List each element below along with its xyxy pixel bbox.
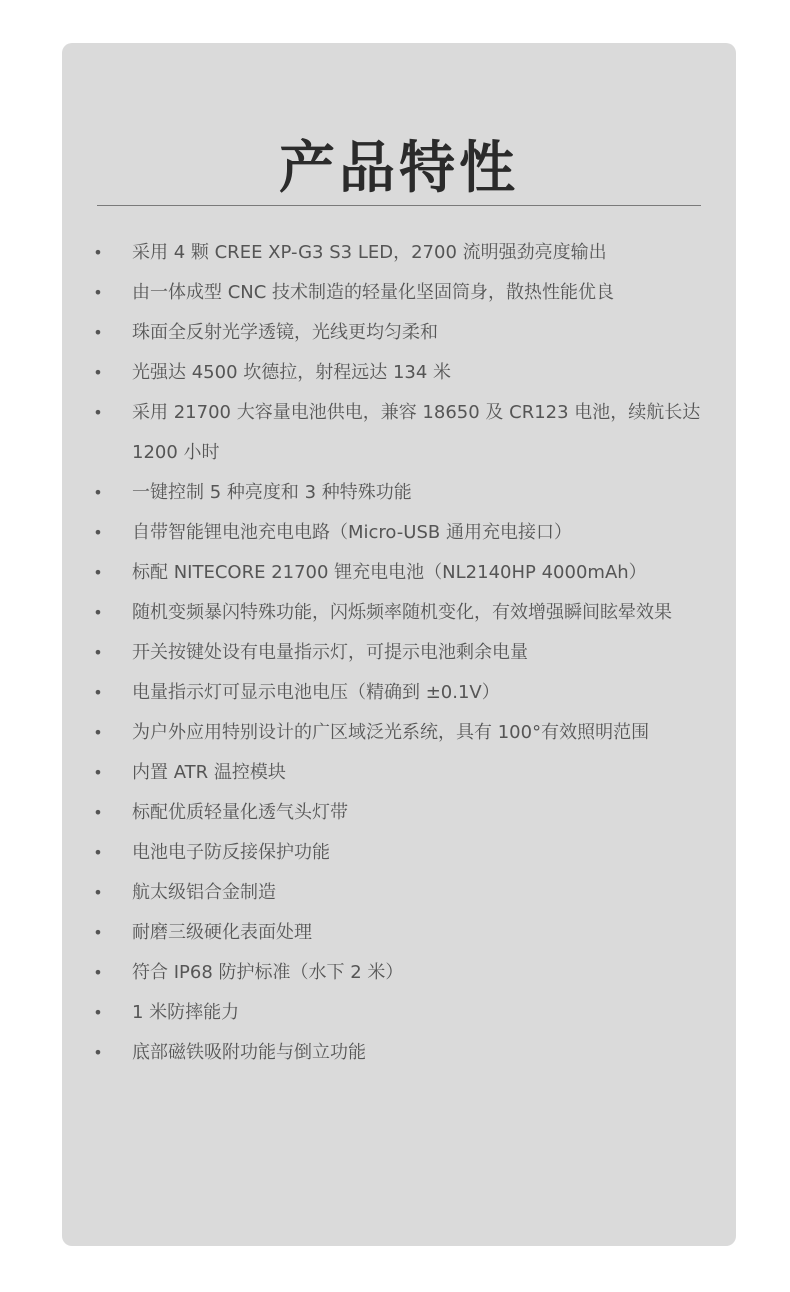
bullet-icon: • — [93, 243, 103, 262]
page-title: 产品特性 — [279, 136, 519, 201]
bullet-icon: • — [93, 403, 103, 422]
feature-item — [92, 233, 707, 273]
bullet-icon: • — [93, 803, 103, 822]
feature-text: 电池电子防反接保护功能 — [132, 842, 330, 863]
feature-text: 采用 4 颗 CREE XP-G3 S3 LED，2700 流明强劲亮度输出 — [132, 242, 607, 263]
feature-item — [92, 753, 707, 793]
feature-item — [92, 873, 707, 913]
feature-item — [92, 793, 707, 833]
feature-item — [92, 393, 707, 473]
feature-item — [92, 993, 707, 1033]
bullet-icon: • — [93, 683, 103, 702]
feature-text: 符合 IP68 防护标准（水下 2 米） — [132, 962, 404, 983]
feature-item — [92, 313, 707, 353]
bullet-icon: • — [93, 523, 103, 542]
feature-text: 一键控制 5 种亮度和 3 种特殊功能 — [132, 482, 412, 503]
feature-text: 随机变频暴闪特殊功能，闪烁频率随机变化，有效增强瞬间眩晕效果 — [132, 602, 672, 623]
bullet-icon: • — [93, 563, 103, 582]
bullet-icon: • — [93, 963, 103, 982]
feature-text: 由一体成型 CNC 技术制造的轻量化坚固筒身，散热性能优良 — [132, 282, 615, 303]
feature-text: 采用 21700 大容量电池供电，兼容 18650 及 CR123 电池，续航长达 1200 小时 — [132, 402, 701, 463]
bullet-icon: • — [93, 883, 103, 902]
feature-text: 航太级铝合金制造 — [132, 882, 276, 903]
feature-item — [92, 593, 707, 633]
feature-item — [92, 713, 707, 753]
bullet-icon: • — [93, 603, 103, 622]
feature-text: 耐磨三级硬化表面处理 — [132, 922, 312, 943]
feature-item — [92, 633, 707, 673]
feature-item — [92, 953, 707, 993]
bullet-icon: • — [93, 323, 103, 342]
bullet-icon: • — [93, 363, 103, 382]
feature-item — [92, 273, 707, 313]
feature-item — [92, 353, 707, 393]
feature-list — [92, 233, 707, 1073]
feature-text: 标配优质轻量化透气头灯带 — [132, 802, 348, 823]
feature-text: 1 米防摔能力 — [132, 1002, 240, 1023]
bullet-icon: • — [93, 483, 103, 502]
feature-text: 底部磁铁吸附功能与倒立功能 — [132, 1042, 366, 1063]
feature-item — [92, 673, 707, 713]
bullet-icon: • — [93, 723, 103, 742]
bullet-icon: • — [93, 1043, 103, 1062]
title-divider — [97, 205, 701, 206]
bullet-icon: • — [93, 1003, 103, 1022]
feature-item — [92, 833, 707, 873]
feature-card — [62, 43, 736, 1246]
bullet-icon: • — [93, 843, 103, 862]
feature-item — [92, 553, 707, 593]
feature-text: 开关按键处设有电量指示灯，可提示电池剩余电量 — [132, 642, 528, 663]
feature-text: 珠面全反射光学透镜，光线更均匀柔和 — [132, 322, 438, 343]
feature-text: 为户外应用特别设计的广区域泛光系统，具有 100°有效照明范围 — [132, 722, 650, 743]
bullet-icon: • — [93, 643, 103, 662]
feature-text: 电量指示灯可显示电池电压（精确到 ±0.1V） — [132, 682, 500, 703]
bullet-icon: • — [93, 283, 103, 302]
feature-item — [92, 473, 707, 513]
feature-text: 光强达 4500 坎德拉，射程远达 134 米 — [132, 362, 452, 383]
feature-item — [92, 513, 707, 553]
feature-item — [92, 913, 707, 953]
feature-text: 自带智能锂电池充电电路（Micro-USB 通用充电接口） — [132, 522, 572, 543]
feature-text: 内置 ATR 温控模块 — [132, 762, 286, 783]
bullet-icon: • — [93, 923, 103, 942]
feature-text: 标配 NITECORE 21700 锂充电电池（NL2140HP 4000mAh） — [132, 562, 647, 583]
bullet-icon: • — [93, 763, 103, 782]
feature-item — [92, 1033, 707, 1073]
